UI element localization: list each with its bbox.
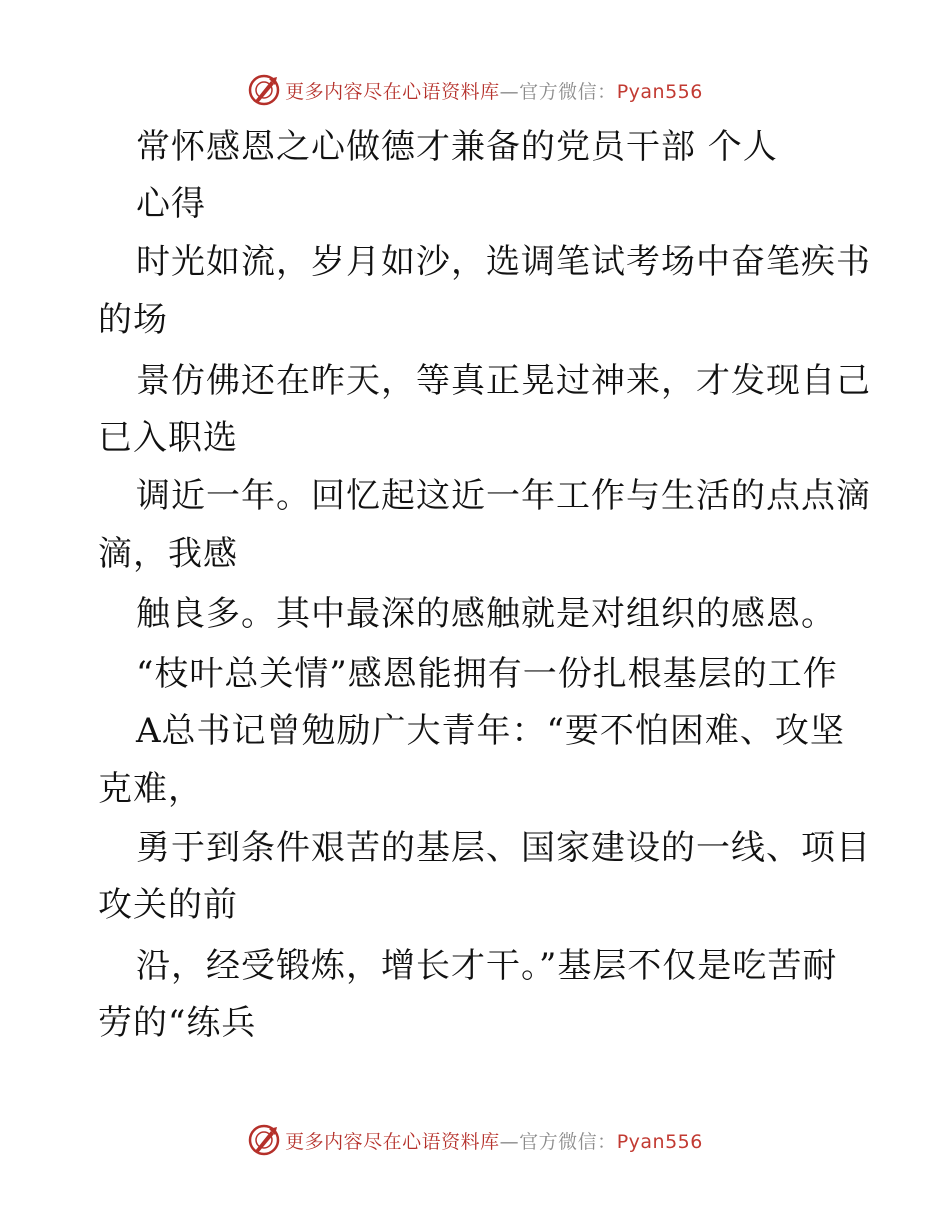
doc-line: 时光如流，岁月如沙，选调笔试考场中奋笔疾书 [136, 242, 871, 282]
doc-line: 已入职选 [98, 418, 238, 458]
doc-line: 触良多。其中最深的感触就是对组织的感恩。 [136, 594, 836, 634]
doc-line: 常怀感恩之心做德才兼备的党员干部 个人 [136, 127, 778, 167]
doc-line: 景仿佛还在昨天，等真正晃过神来，才发现自己 [136, 361, 871, 401]
quill-logo-icon [247, 1123, 281, 1157]
footer-banner-text [285, 1127, 703, 1154]
header-banner-inner [247, 73, 703, 107]
doc-line: A总书记曾勉励广大青年：“要不怕困难、攻坚 [136, 711, 845, 751]
doc-line: 调近一年。回忆起这近一年工作与生活的点点滴 [136, 476, 871, 516]
footer-site-name: 更多内容尽在心语资料库 [285, 1130, 500, 1153]
footer-wechat-id: Pyan556 [616, 1130, 703, 1153]
doc-line: 攻关的前 [98, 885, 238, 925]
doc-line: 劳的“练兵 [98, 1003, 257, 1043]
doc-line: “枝叶总关情”感恩能拥有一份扎根基层的工作 [136, 654, 838, 694]
header-wechat-id: Pyan556 [616, 80, 703, 103]
doc-line: 滴，我感 [98, 534, 238, 574]
header-banner-text [285, 77, 703, 104]
header-wechat-label: 官方微信： [519, 80, 617, 103]
footer-wechat-label: 官方微信： [519, 1130, 617, 1153]
doc-line: 沿，经受锻炼，增长才干。”基层不仅是吃苦耐 [136, 946, 838, 986]
footer-banner-inner [247, 1123, 703, 1157]
header-site-name: 更多内容尽在心语资料库 [285, 80, 500, 103]
doc-line: 克难， [98, 769, 203, 809]
header-banner [0, 70, 950, 110]
quill-logo-icon [247, 73, 281, 107]
doc-line: 心得 [136, 184, 206, 224]
doc-line: 的场 [98, 300, 168, 340]
header-separator: — [499, 80, 520, 103]
footer-banner [0, 1120, 950, 1160]
footer-separator: — [499, 1130, 520, 1153]
doc-line: 勇于到条件艰苦的基层、国家建设的一线、项目 [136, 828, 871, 868]
